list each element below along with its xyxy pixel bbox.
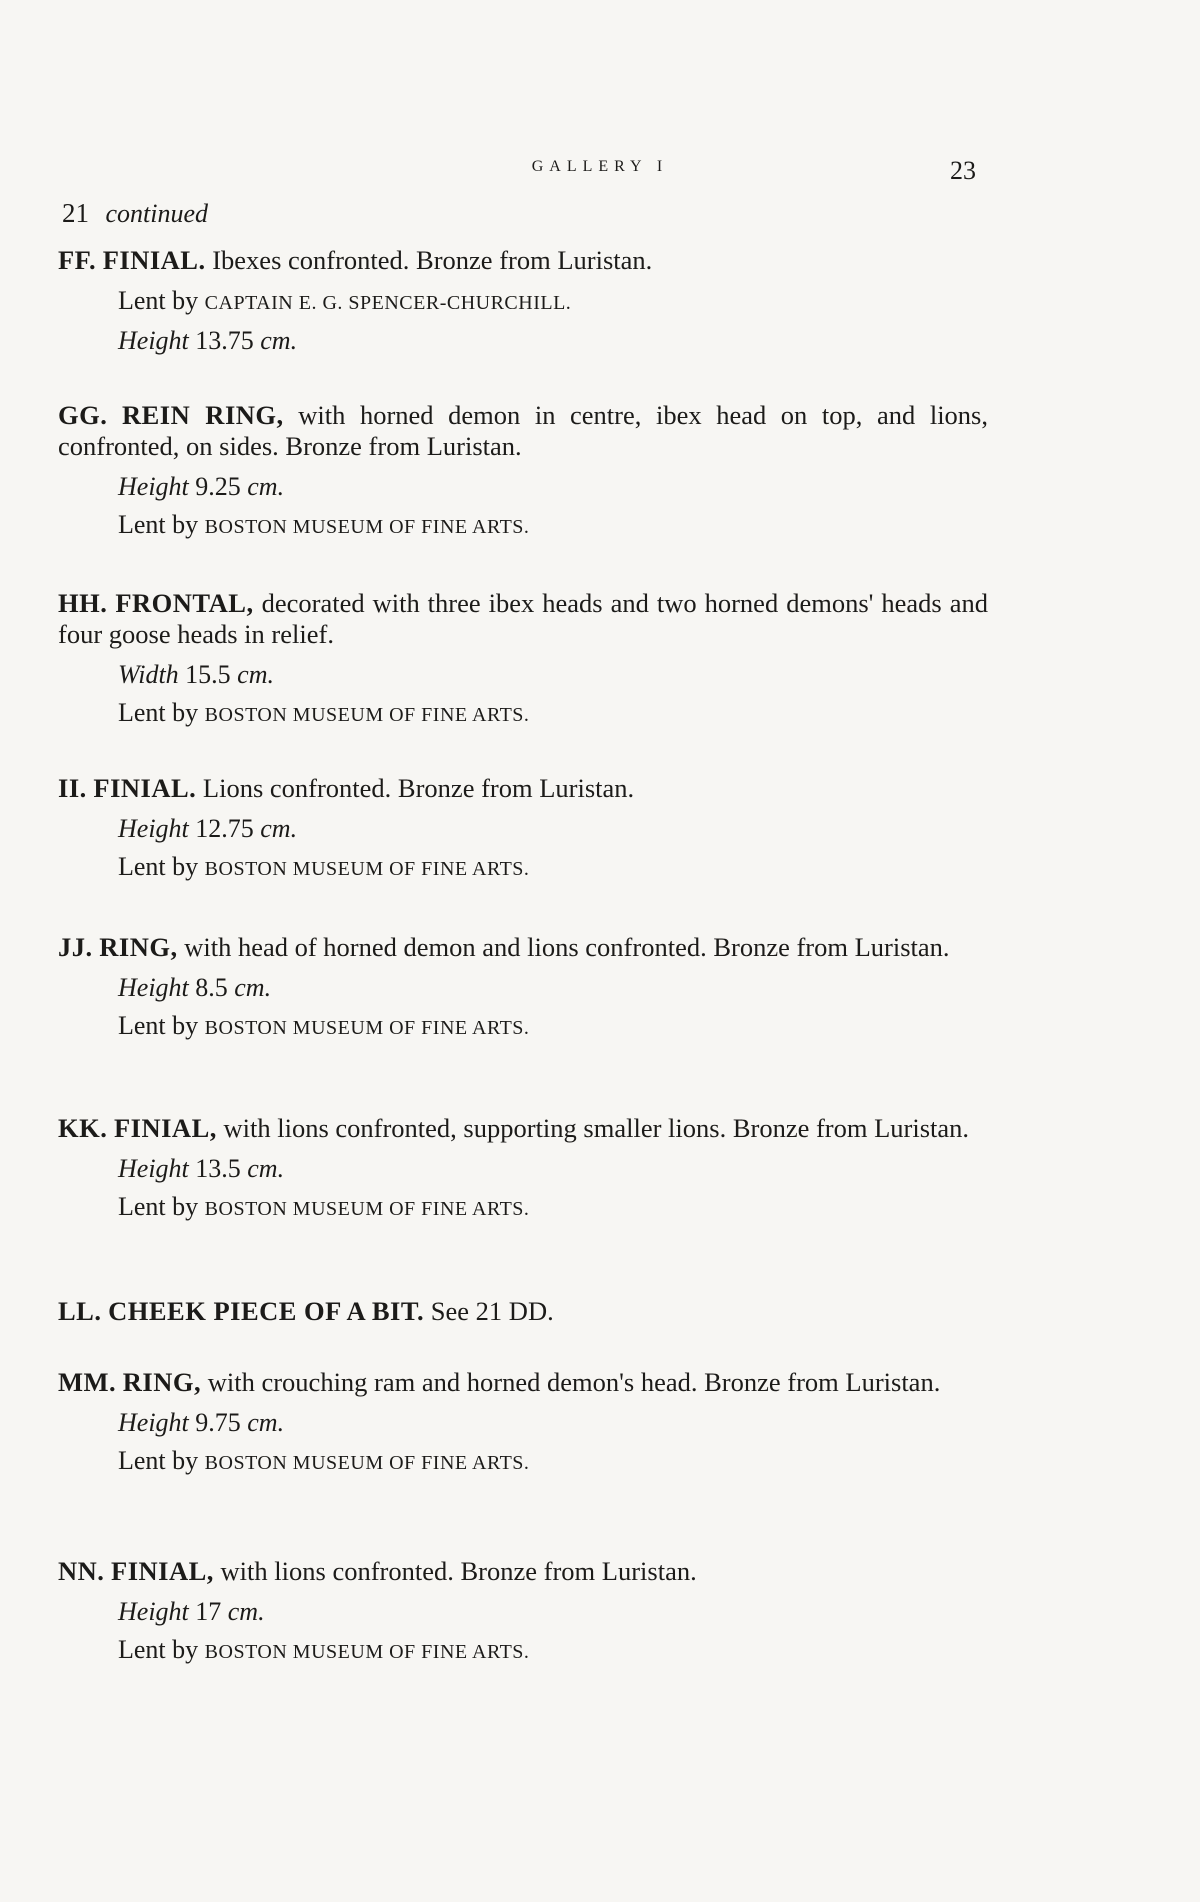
measure-label: Height xyxy=(118,326,189,355)
entry-code: FF. xyxy=(58,245,97,275)
measure-label: Height xyxy=(118,973,189,1002)
lender-prefix: Lent by xyxy=(118,510,199,539)
entry-title: REIN RING, xyxy=(121,400,284,430)
entry-lender xyxy=(118,1631,988,1671)
entry-title: RING, xyxy=(99,932,178,962)
entry-lender xyxy=(118,506,988,546)
entry-code: II. xyxy=(58,773,87,803)
lender-prefix: Lent by xyxy=(118,1446,199,1475)
entry-measurement xyxy=(118,969,988,1007)
lender-name: BOSTON MUSEUM OF FINE ARTS. xyxy=(204,704,530,726)
entry-kk xyxy=(58,1113,988,1228)
lender-prefix: Lent by xyxy=(118,286,199,315)
measure-value: 17 xyxy=(195,1597,222,1626)
measure-label: Height xyxy=(118,1154,189,1183)
entry-measurement xyxy=(118,322,988,360)
lender-prefix: Lent by xyxy=(118,852,199,881)
lender-prefix: Lent by xyxy=(118,1011,199,1040)
measure-label: Height xyxy=(118,1597,189,1626)
entry-title: FINIAL. xyxy=(102,245,206,275)
measure-label: Width xyxy=(118,660,179,689)
entry-description: decorated with three ibex heads and two horned demons' heads and four goose heads in relief. xyxy=(58,588,988,649)
entry-lender xyxy=(118,282,988,322)
entry-lender xyxy=(118,1007,988,1047)
measure-unit: cm. xyxy=(234,973,272,1002)
measure-value: 12.75 xyxy=(195,814,254,843)
entry-code: GG. xyxy=(58,400,108,430)
entry-description: with head of horned demon and lions confronted. Bronze from Luristan. xyxy=(184,932,950,962)
entry-code: JJ. xyxy=(58,932,93,962)
entry-description: with crouching ram and horned demon's head. Bronze from Luristan. xyxy=(207,1367,941,1397)
section-number: 21 xyxy=(62,198,89,228)
entry-measurement xyxy=(118,656,988,694)
entry-lender xyxy=(118,848,988,888)
entry-ii xyxy=(58,773,988,888)
entry-description: with lions confronted, supporting smaller lions. Bronze from Luristan. xyxy=(223,1113,970,1143)
entry-title: FINIAL, xyxy=(111,1556,214,1586)
lender-name: BOSTON MUSEUM OF FINE ARTS. xyxy=(204,1452,530,1474)
lender-name: BOSTON MUSEUM OF FINE ARTS. xyxy=(204,1641,530,1663)
entry-mm xyxy=(58,1367,988,1482)
entry-title: FINIAL. xyxy=(93,773,197,803)
lender-name: BOSTON MUSEUM OF FINE ARTS. xyxy=(204,516,530,538)
measure-unit: cm. xyxy=(247,472,285,501)
entry-measurement xyxy=(118,1150,988,1188)
section-heading xyxy=(62,198,208,229)
measure-value: 15.5 xyxy=(185,660,231,689)
entry-jj xyxy=(58,932,988,1047)
entry-description: See 21 DD. xyxy=(430,1296,554,1326)
entry-title: FRONTAL, xyxy=(115,588,254,618)
section-continued-label: continued xyxy=(105,199,209,228)
entry-description: with lions confronted. Bronze from Luristan. xyxy=(220,1556,697,1586)
lender-prefix: Lent by xyxy=(118,698,199,727)
measure-value: 8.5 xyxy=(195,973,228,1002)
entry-code: HH. xyxy=(58,588,108,618)
entry-measurement xyxy=(118,468,988,506)
entry-ff xyxy=(58,245,988,360)
entry-measurement xyxy=(118,810,988,848)
entry-nn xyxy=(58,1556,988,1671)
entry-ll xyxy=(58,1296,988,1327)
lender-name: CAPTAIN E. G. SPENCER-CHURCHILL. xyxy=(204,292,572,314)
measure-unit: cm. xyxy=(260,814,298,843)
entry-code: MM. xyxy=(58,1367,117,1397)
entry-description: Ibexes confronted. Bronze from Luristan. xyxy=(212,245,653,275)
measure-unit: cm. xyxy=(260,326,298,355)
running-head: GALLERY I xyxy=(531,158,669,175)
entry-measurement xyxy=(118,1404,988,1442)
measure-label: Height xyxy=(118,814,189,843)
entry-code: LL. xyxy=(58,1296,102,1326)
measure-unit: cm. xyxy=(247,1408,285,1437)
entry-description: Lions confronted. Bronze from Luristan. xyxy=(202,773,635,803)
measure-value: 13.75 xyxy=(195,326,254,355)
measure-unit: cm. xyxy=(227,1597,265,1626)
measure-label: Height xyxy=(118,1408,189,1437)
entry-title: CHEEK PIECE OF A BIT. xyxy=(108,1296,425,1326)
measure-value: 13.5 xyxy=(195,1154,241,1183)
page-number: 23 xyxy=(950,156,976,185)
entry-title: RING, xyxy=(122,1367,202,1397)
entry-hh xyxy=(58,588,988,734)
entry-code: KK. xyxy=(58,1113,108,1143)
entry-measurement xyxy=(118,1593,988,1631)
measure-value: 9.75 xyxy=(195,1408,241,1437)
entry-description: with horned demon in centre, ibex head on top, and lions, confronted, on sides. Bronze from Luristan. xyxy=(58,400,988,461)
lender-name: BOSTON MUSEUM OF FINE ARTS. xyxy=(204,1017,530,1039)
entry-code: NN. xyxy=(58,1556,105,1586)
lender-name: BOSTON MUSEUM OF FINE ARTS. xyxy=(204,858,530,880)
entry-title: FINIAL, xyxy=(113,1113,217,1143)
lender-name: BOSTON MUSEUM OF FINE ARTS. xyxy=(204,1198,530,1220)
measure-label: Height xyxy=(118,472,189,501)
entry-lender xyxy=(118,694,988,734)
entry-gg xyxy=(58,400,988,546)
measure-unit: cm. xyxy=(247,1154,285,1183)
measure-unit: cm. xyxy=(237,660,274,689)
measure-value: 9.25 xyxy=(195,472,241,501)
entry-lender xyxy=(118,1442,988,1482)
entry-lender xyxy=(118,1188,988,1228)
lender-prefix: Lent by xyxy=(118,1635,199,1664)
lender-prefix: Lent by xyxy=(118,1192,199,1221)
